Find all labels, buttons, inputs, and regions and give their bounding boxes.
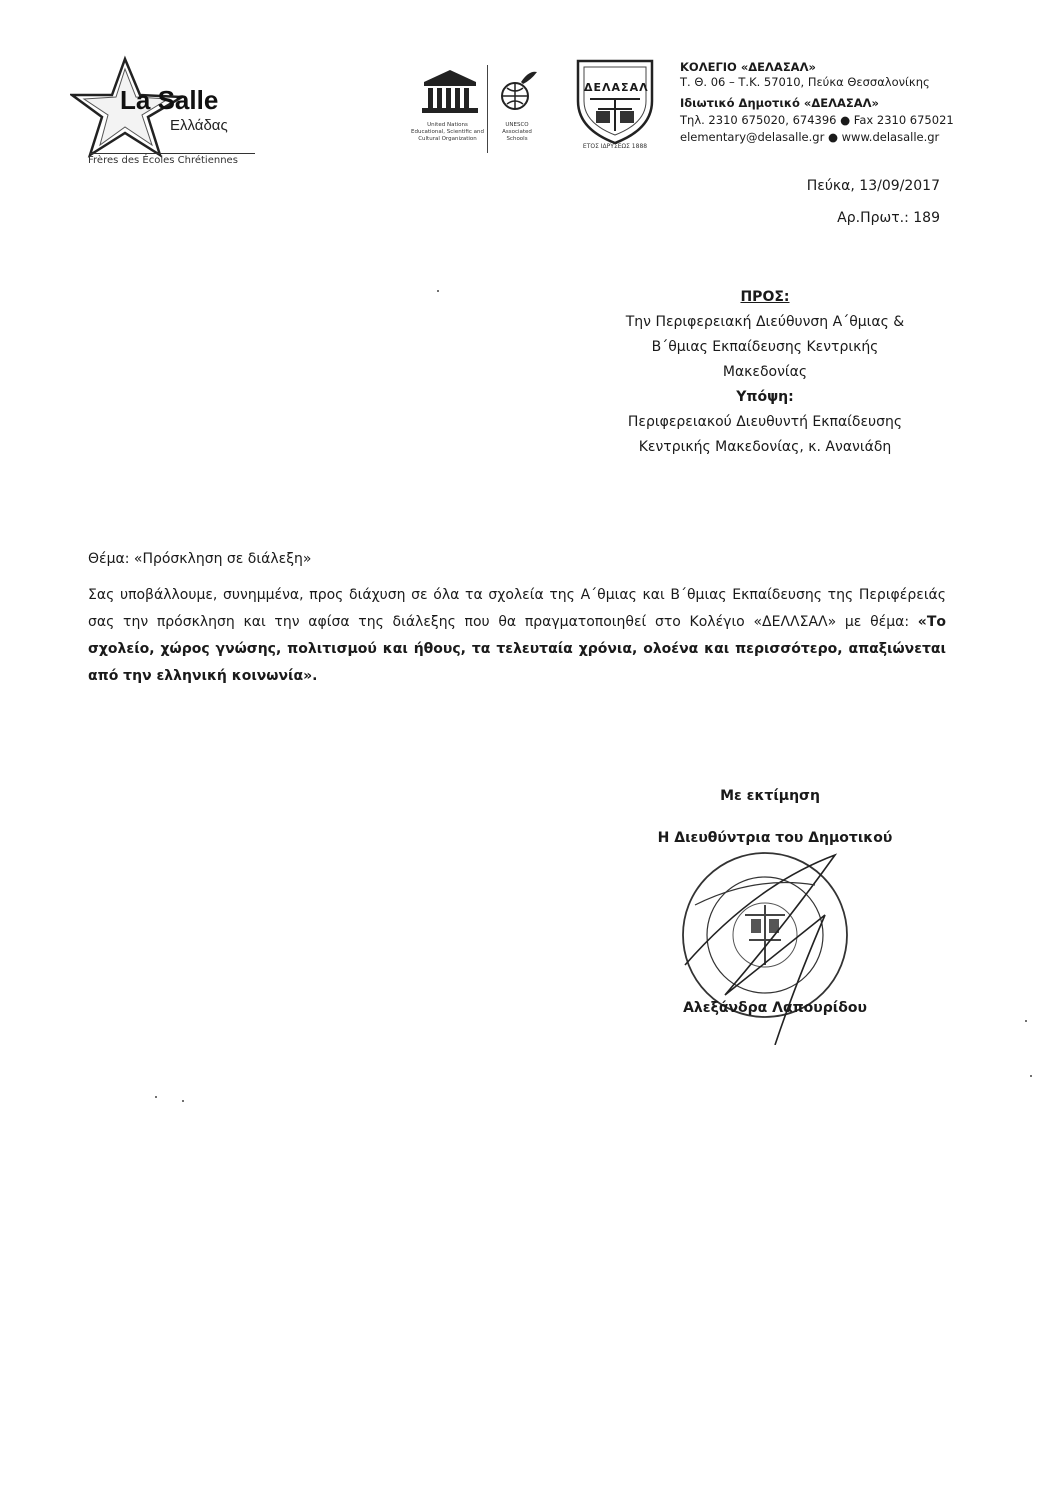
to-heading: ΠΡΟΣ: (740, 289, 790, 305)
scan-speck (1025, 1020, 1027, 1022)
attn-line1: Περιφερειακού Διευθυντή Εκπαίδευσης (627, 414, 903, 430)
contact-block (680, 60, 970, 145)
asp-line1: UNESCO (505, 122, 529, 128)
unesco-temple-icon (420, 68, 480, 116)
letter-body (88, 582, 946, 690)
attn-line2: Κεντρικής Μακεδονίας, κ. Ανανιάδη (638, 439, 892, 455)
recipients-block (590, 285, 940, 460)
scan-speck (1030, 1075, 1032, 1077)
unesco-line3: Cultural Organization (418, 136, 477, 142)
crest-since: ΕΤΟΣ ΙΔΡΥΣΕΩΣ 1888 (582, 143, 648, 150)
school-web: elementary@delasalle.gr ● www.delasalle.gr (680, 130, 940, 144)
globe-icon (495, 66, 541, 116)
scan-speck (155, 1096, 157, 1098)
asp-line3: Schools (506, 136, 528, 142)
unesco-line1: United Nations (427, 122, 468, 128)
college-address: Τ. Θ. 06 – Τ.Κ. 57010, Πεύκα Θεσσαλονίκης (680, 75, 930, 89)
date-line: Πεύκα, 13/09/2017 (806, 178, 940, 194)
to-line3: Μακεδονίας (722, 364, 808, 380)
school-phones: Τηλ. 2310 675020, 674396 ● Fax 2310 675021 (680, 113, 954, 127)
delasalle-crest (570, 55, 660, 155)
lasalle-tagline: Frères des Écoles Chrétiennes (88, 155, 238, 166)
body-bold-topic: «Το σχολείο, χώρος γνώσης, πολιτισμού και ήθους, τα τελευταία χρόνια, ολοένα και περισσότερο, απαξιώνεται από την ελληνική κοινωνία». (88, 614, 946, 684)
body-text: Σας υποβάλλουμε, συνημμένα, προς διάχυση σε όλα τα σχολεία της Α΄θμιας και Β΄θμιας Εκπαίδευσης της Περιφέρειάς σας την πρόσκληση και την αφίσα της διάλεξης που θα πραγματοποιηθεί στο Κολέγιο «ΔΕΛΛΣΑΛ» με θέμα: (88, 587, 946, 630)
lasalle-name: La Salle (120, 85, 219, 115)
protocol-number: Αρ.Πρωτ.: 189 (837, 210, 940, 226)
to-line2: Β΄θμιας Εκπαίδευσης Κεντρικής (651, 339, 879, 355)
school-name: Ιδιωτικό Δημοτικό «ΔΕΛΑΣΑΛ» (680, 96, 879, 110)
asp-line2: Associated (502, 129, 532, 135)
unesco-logo (410, 60, 545, 155)
scan-speck (437, 290, 439, 292)
lasalle-rule (90, 153, 255, 154)
college-name: ΚΟΛΕΓΙΟ «ΔΕΛΑΣΑΛ» (680, 60, 816, 74)
closing-regards: Με εκτίμηση (720, 788, 820, 804)
unesco-line2: Educational, Scientific and (411, 129, 484, 135)
signatory-name: Αλεξάνδρα Λαπουρίδου (683, 1000, 867, 1016)
lasalle-logo (70, 55, 270, 170)
unesco-divider (487, 65, 488, 153)
subject-line: Θέμα: «Πρόσκληση σε διάλεξη» (88, 551, 312, 567)
shield-icon (570, 55, 660, 145)
to-line1: Την Περιφερειακή Διεύθυνση Α΄θμιας & (625, 314, 905, 330)
attn-heading: Υπόψη: (736, 389, 794, 405)
crest-name: ΔΕΛΑΣΑΛ (584, 81, 649, 94)
scan-speck (182, 1100, 184, 1102)
closing-role: Η Διευθύντρια του Δημοτικού (657, 830, 893, 846)
lasalle-country: Ελλάδας (170, 117, 228, 134)
